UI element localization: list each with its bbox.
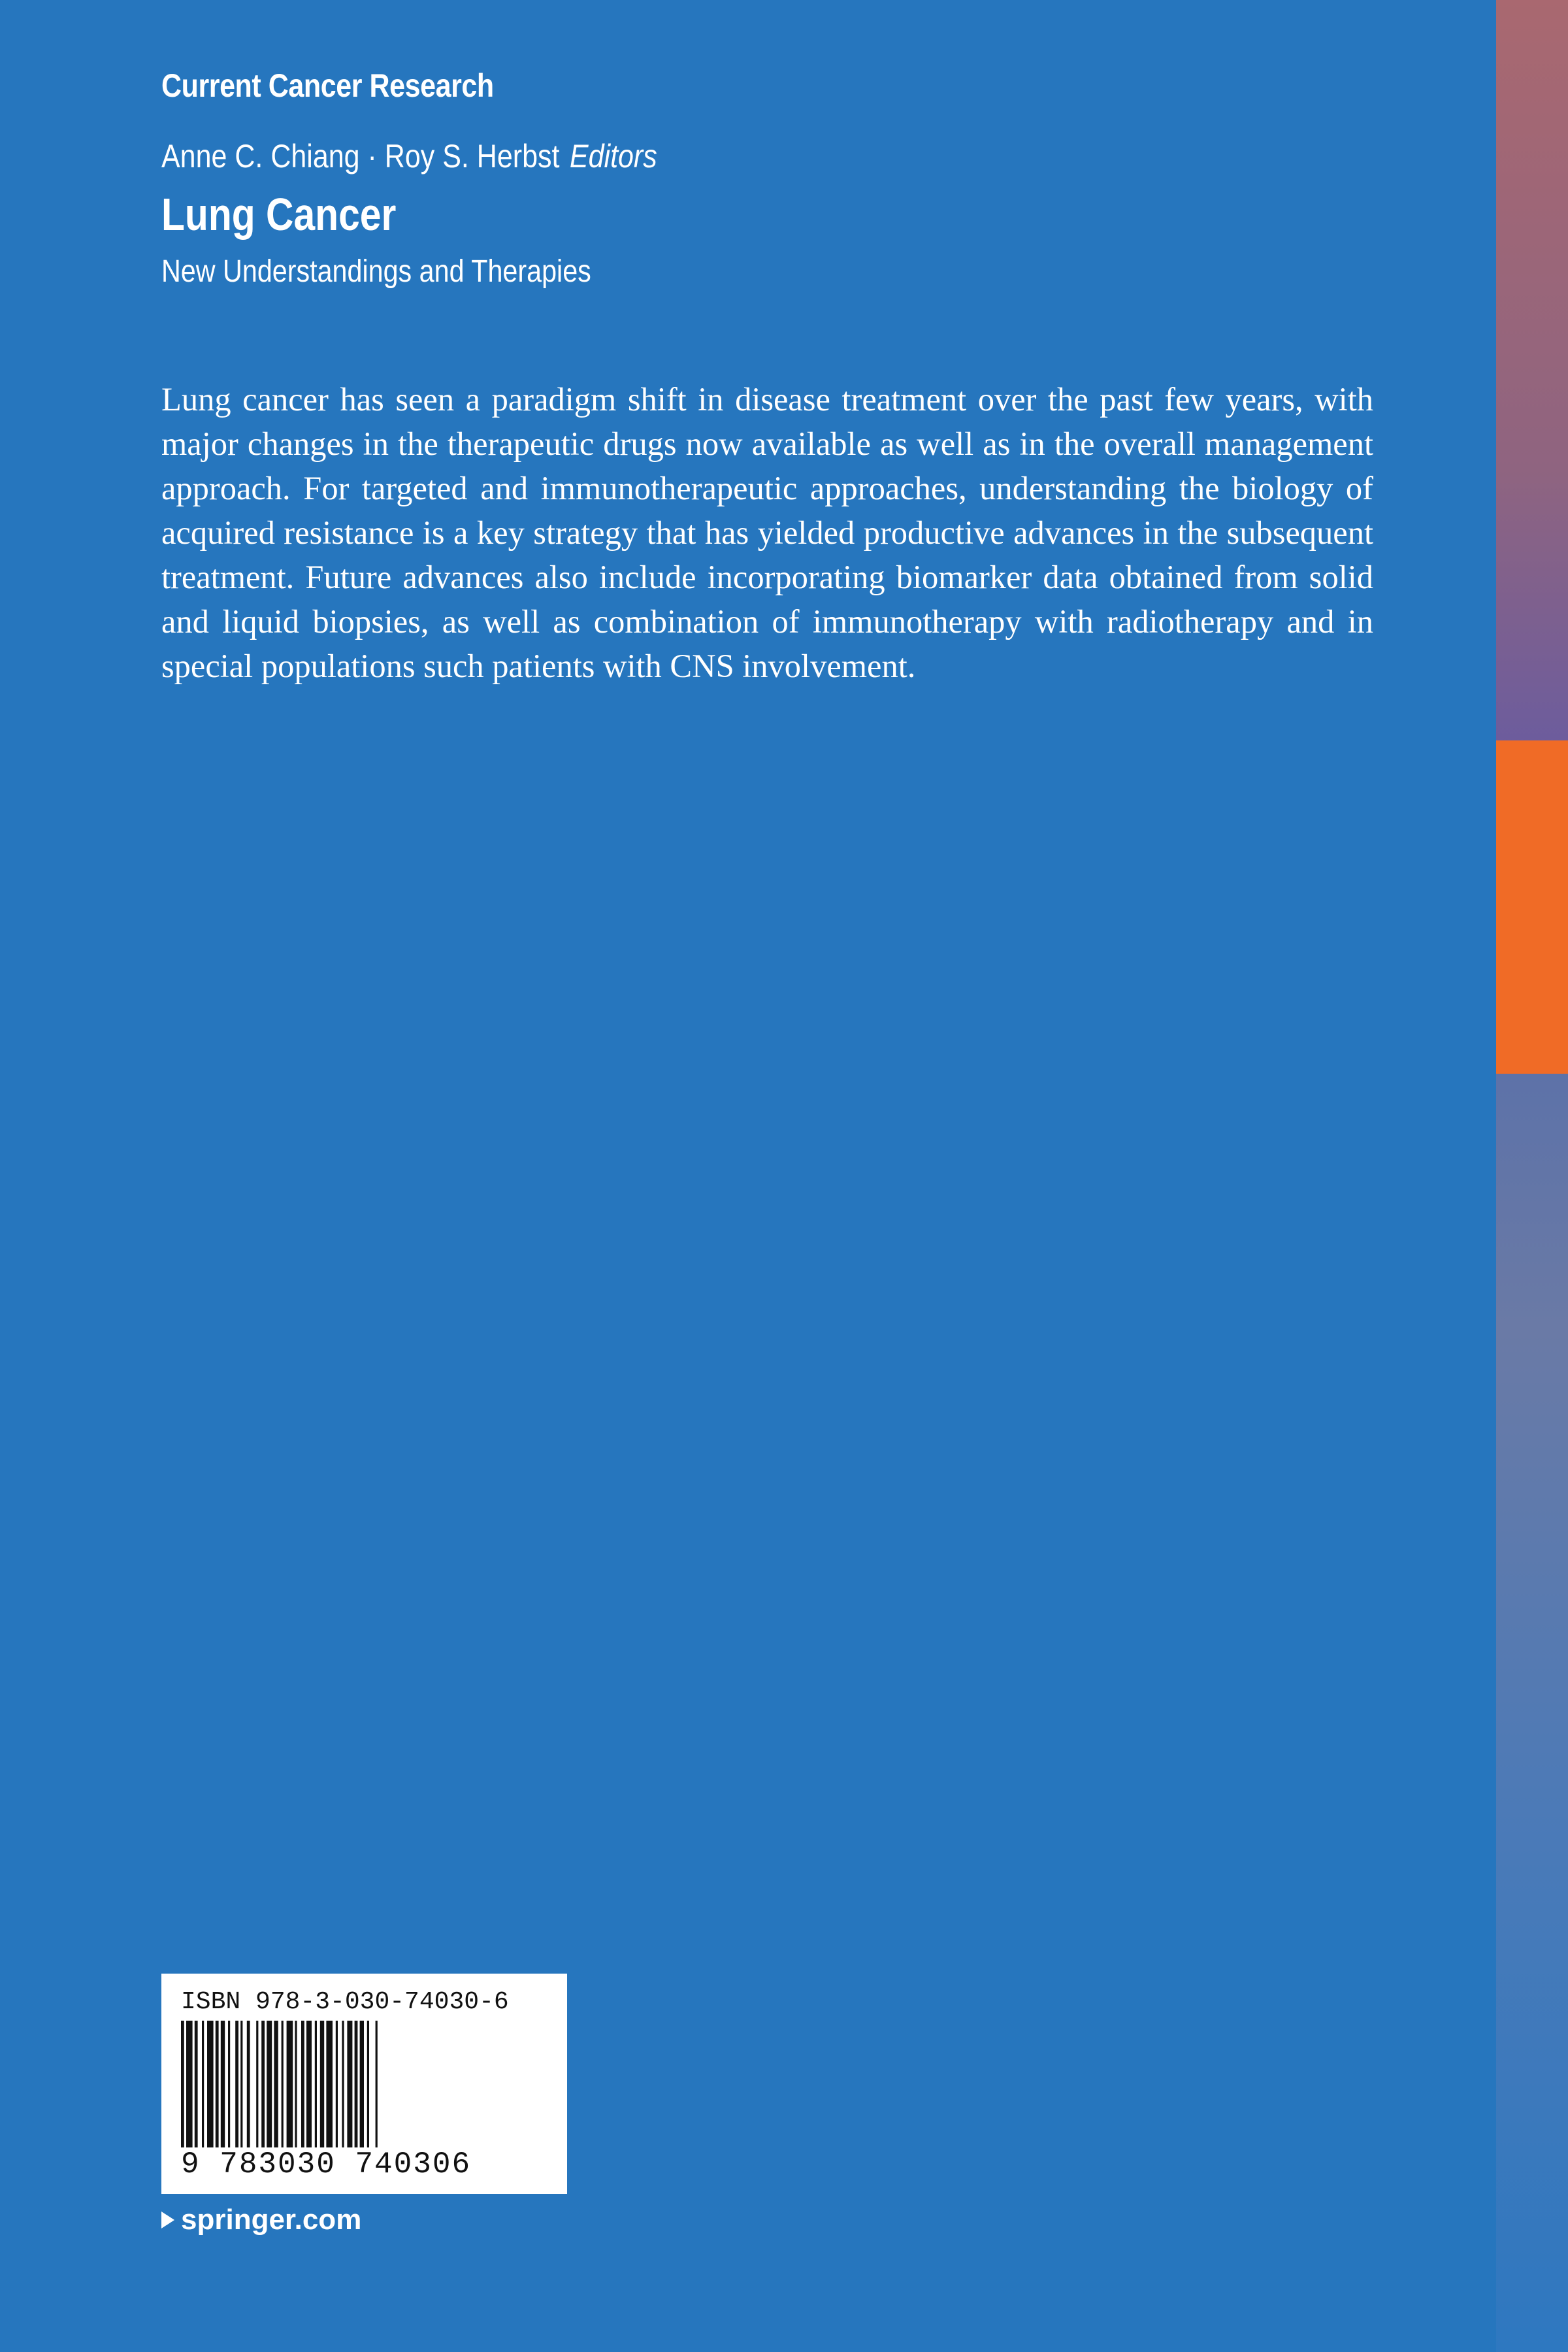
editors-line <box>161 137 657 175</box>
publisher-link[interactable] <box>161 2204 361 2236</box>
isbn-barcode <box>161 1974 567 2194</box>
series-title: Current Cancer Research <box>161 67 494 104</box>
barcode-digits: 9 783030 740306 <box>181 2147 472 2181</box>
barcode-bars <box>181 2021 547 2158</box>
book-subtitle: New Understandings and Therapies <box>161 254 591 289</box>
spine-lower-strip <box>1496 1074 1568 2352</box>
publisher-url: springer.com <box>181 2204 362 2236</box>
book-description: Lung cancer has seen a paradigm shift in disease treatment over the past few years, with major changes in the therapeutic drugs now available as well as in the overall management approach. For targeted and immunotherapeutic approaches, understanding the biology of acquired resistance is a key strategy that has yielded productive advances in the subsequent treatment. Future advances also include incorporating biomarker data obtained from solid and liquid biopsies, as well as combination of immunotherapy with radiotherapy and in special populations such patients with CNS involvement. <box>161 381 1373 684</box>
book-title: Lung Cancer <box>161 189 397 240</box>
editor-names: Anne C. Chiang · Roy S. Herbst <box>161 138 560 174</box>
arrow-right-icon <box>161 2211 174 2228</box>
spine-accent-band <box>1496 740 1568 1074</box>
isbn-label: ISBN 978-3-030-74030-6 <box>181 1988 509 2016</box>
editors-role: Editors <box>569 138 657 174</box>
